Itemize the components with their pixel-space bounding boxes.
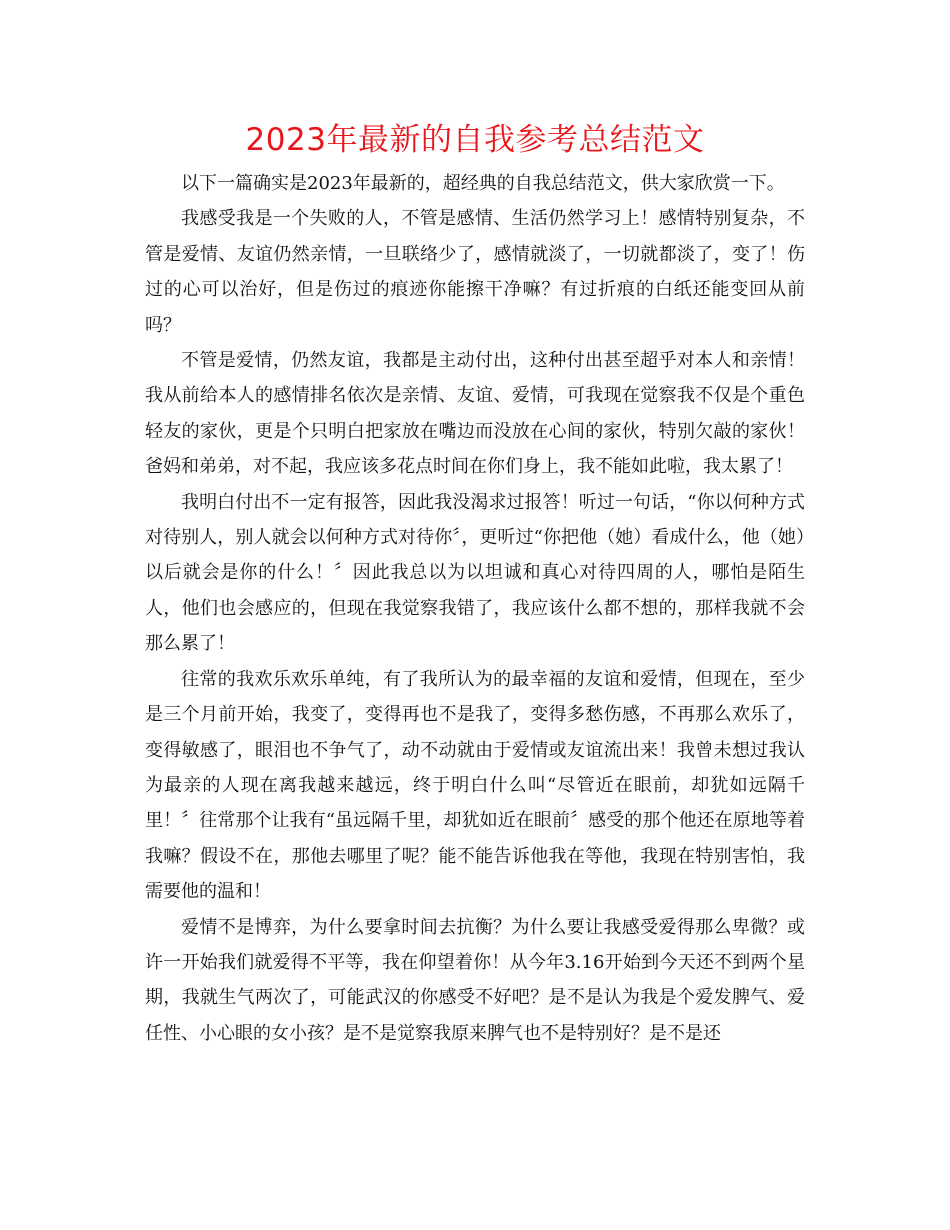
- paragraph: 以下一篇确实是2023年最新的，超经典的自我总结范文，供大家欣赏一下。: [181, 173, 785, 194]
- document-body: [145, 166, 805, 1051]
- paragraph: 爱情不是博弈，为什么要拿时间去抗衡？为什么要让我感受爱得那么卑微？或许一开始我们就爱得不平等，我在仰望着你！从今年3.16开始到今天还不到两个星期，我就生气两次了，可能武汉的你感受不好吧？是不是认为我是个爱发脾气、爱任性、小心眼的女小孩？是不是觉察我原来脾气也不是特别好？是不是还: [145, 916, 805, 1044]
- paragraph: 我明白付出不一定有报答，因此我没渴求过报答！听过一句话，“你以何种方式对待别人，别人就会以何种方式对待你〞，更听过“你把他（她）看成什么，他（她）以后就会是你的什么！〞因此我总以为以坦诚和真心对待四周的人，哪怕是陌生人，他们也会感应的，但现在我觉察我错了，我应该什么都不想的，那样我就不会那么累了！: [145, 491, 805, 655]
- document-title: 2023年最新的自我参考总结范文: [245, 122, 705, 158]
- paragraph: 往常的我欢乐欢乐单纯，有了我所认为的最幸福的友谊和爱情，但现在，至少是三个月前开始，我变了，变得再也不是我了，变得多愁伤感，不再那么欢乐了，变得敏感了，眼泪也不争气了，动不动就由于爱情或友谊流出来！我曾未想过我认为最亲的人现在离我越来越远，终于明白什么叫“尽管近在眼前，却犹如远隔千里！〞往常那个让我有“虽远隔千里，却犹如近在眼前〞感受的那个他还在原地等着我嘛？假设不在，那他去哪里了呢？能不能告诉他我在等他，我现在特别害怕，我需要他的温和！: [145, 668, 805, 903]
- paragraph: 不管是爱情，仍然友谊，我都是主动付出，这种付出甚至超乎对本人和亲情！我从前给本人的感情排名依次是亲情、友谊、爱情，可我现在觉察我不仅是个重色轻友的家伙，更是个只明白把家放在嘴边而没放在心间的家伙，特别欠敲的家伙！爸妈和弟弟，对不起，我应该多花点时间在你们身上，我不能如此啦，我太累了！: [145, 350, 805, 478]
- paragraph: 我感受我是一个失败的人，不管是感情、生活仍然学习上！感情特别复杂，不管是爱情、友谊仍然亲情，一旦联络少了，感情就淡了，一切就都淡了，变了！伤过的心可以治好，但是伤过的痕迹你能擦干净嘛？有过折痕的白纸还能变回从前吗？: [145, 208, 805, 336]
